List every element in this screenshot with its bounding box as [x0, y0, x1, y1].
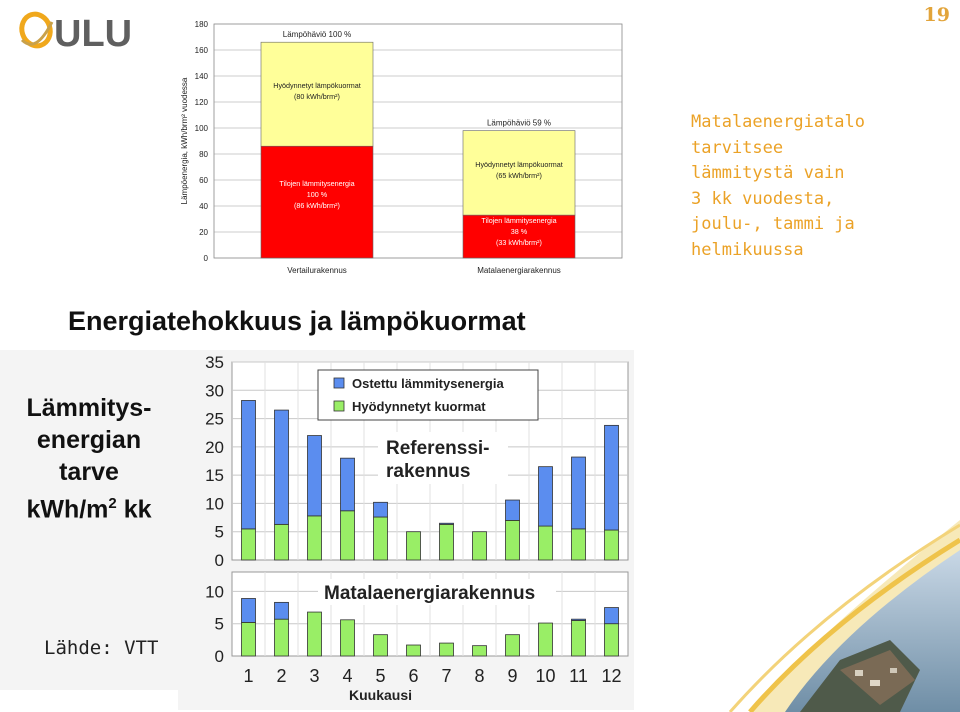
side-note-line: Matalaenergiatalo — [691, 112, 865, 132]
bar-segment — [308, 516, 322, 560]
bar-segment — [473, 532, 487, 560]
x-tick-label: 11 — [569, 666, 588, 686]
bar-segment — [374, 502, 388, 517]
side-note-line: lämmitystä vain — [691, 163, 845, 183]
bar-segment — [605, 530, 619, 560]
x-tick-label: 9 — [507, 666, 518, 686]
bar-segment — [275, 524, 289, 560]
y-tick-label: 40 — [199, 202, 208, 211]
page-number: 19 — [923, 4, 950, 26]
x-tick-label: 12 — [601, 666, 622, 686]
bar-segment — [440, 523, 454, 524]
monthly-chart-ylabel — [6, 392, 172, 525]
slide-title: Energiatehokkuus ja lämpökuormat — [68, 306, 526, 336]
x-tick-label: 1 — [243, 666, 254, 686]
bar-segment — [242, 400, 256, 528]
bar-segment — [572, 457, 586, 529]
y-tick-label: 60 — [199, 176, 208, 185]
aerial-photo-image — [690, 520, 960, 712]
y-tick-label: 25 — [205, 409, 224, 429]
bar-segment — [440, 643, 454, 656]
y-tick-label: 160 — [194, 46, 208, 55]
logo-text: ULU — [54, 13, 133, 52]
bar-segment — [506, 520, 520, 560]
x-tick-label: Matalaenergiarakennus — [477, 266, 561, 275]
side-note-line: 3 kk vuodesta, — [691, 188, 835, 209]
ylabel-line-2: energian — [36, 426, 142, 454]
bar-segment — [605, 624, 619, 656]
segment-label: (86 kWh/brm²) — [294, 201, 340, 211]
x-tick-label: 5 — [375, 666, 386, 686]
side-note-line: joulu-, tammi ja — [691, 214, 855, 234]
side-note — [691, 110, 941, 263]
panel-label: Referenssi- — [386, 438, 490, 459]
y-tick-label: 5 — [214, 522, 224, 542]
segment-label: (33 kWh/brm²) — [496, 238, 542, 248]
bar-segment — [605, 425, 619, 530]
x-tick-label: 2 — [276, 666, 287, 686]
y-tick-label: 5 — [214, 614, 224, 634]
bar-segment — [275, 410, 289, 524]
y-tick-label: 35 — [205, 353, 224, 372]
y-tick-label: 0 — [203, 254, 208, 263]
segment-label: Hyödynnetyt lämpökuormat — [475, 159, 563, 169]
bar-segment — [242, 529, 256, 560]
legend-swatch — [334, 401, 344, 411]
ylabel-unit-tail: kk — [116, 495, 152, 524]
x-tick-label: 7 — [441, 666, 452, 686]
oulu-logo — [14, 6, 144, 52]
bar-segment — [506, 500, 520, 520]
y-tick-label: 140 — [194, 72, 208, 81]
bar-segment — [407, 532, 421, 560]
bar-annotation: Lämpöhäviö 100 % — [282, 30, 352, 40]
bar-segment — [374, 517, 388, 560]
legend-label: Ostettu lämmitysenergia — [352, 376, 504, 391]
bar-segment — [539, 467, 553, 526]
panel-label: rakennus — [386, 461, 471, 482]
x-tick-label: Vertailurakennus — [287, 266, 347, 275]
bar-segment — [572, 620, 586, 656]
bar-segment — [275, 619, 289, 656]
x-tick-label: 8 — [474, 666, 485, 686]
bar-segment — [572, 619, 586, 620]
bar-segment — [341, 458, 355, 511]
bar-segment — [242, 598, 256, 622]
x-tick-label: 6 — [408, 666, 419, 686]
bar-segment — [539, 623, 553, 656]
side-note-line: tarvitsee — [691, 137, 784, 158]
y-tick-label: 0 — [214, 551, 224, 570]
ylabel-unit-sup: 2 — [108, 495, 117, 512]
segment-label: (65 kWh/brm²) — [496, 170, 542, 180]
monthly-energy-chart — [178, 350, 634, 710]
segment-label: Tilojen lämmitysenergia — [279, 179, 355, 189]
bar-segment — [506, 635, 520, 656]
bar-segment — [374, 635, 388, 656]
y-tick-label: 10 — [205, 494, 224, 514]
bar-segment — [341, 511, 355, 560]
segment-label: Tilojen lämmitysenergia — [481, 216, 557, 226]
segment-label: 38 % — [510, 227, 528, 237]
source-note: Lähde: VTT — [44, 637, 159, 659]
segment-label: Hyödynnetyt lämpökuormat — [273, 81, 361, 91]
ylabel-unit — [6, 488, 172, 525]
legend-label: Hyödynnetyt kuormat — [352, 399, 486, 414]
x-axis-title: Kuukausi — [348, 687, 413, 703]
bar-segment — [572, 529, 586, 560]
side-note-line: helmikuussa — [691, 239, 804, 260]
x-tick-label: 4 — [342, 666, 353, 686]
bar-segment — [605, 608, 619, 624]
y-tick-label: 15 — [205, 466, 224, 486]
y-tick-label: 30 — [205, 381, 224, 401]
segment-label: (80 kWh/brm²) — [294, 92, 340, 102]
legend-swatch — [334, 378, 344, 388]
segment-label: 100 % — [306, 190, 328, 200]
y-tick-label: 0 — [214, 647, 224, 666]
bar-segment — [539, 526, 553, 560]
y-tick-label: 100 — [194, 124, 208, 133]
panel-label: Matalaenergiarakennus — [324, 583, 536, 604]
y-tick-label: 10 — [205, 582, 224, 602]
bar-segment — [308, 436, 322, 516]
y-tick-label: 120 — [194, 98, 208, 107]
bar-segment — [473, 646, 487, 656]
ylabel-unit-main: kWh/m — [26, 495, 109, 524]
y-axis-title: Lämpöenergia, kWh/brm² vuodessa — [180, 77, 189, 205]
x-tick-label: 10 — [535, 666, 556, 686]
y-tick-label: 20 — [199, 228, 208, 237]
y-tick-label: 20 — [205, 437, 224, 457]
annual-energy-chart — [170, 14, 630, 290]
bar-segment — [275, 602, 289, 619]
bar-segment — [341, 620, 355, 656]
y-tick-label: 180 — [194, 20, 208, 29]
y-tick-label: 80 — [199, 150, 208, 159]
bar-segment — [308, 612, 322, 656]
bar-segment — [440, 524, 454, 560]
ylabel-line-3: tarve — [59, 458, 119, 486]
bar-segment — [407, 645, 421, 656]
bar-segment — [242, 622, 256, 656]
bar-annotation: Lämpöhäviö 59 % — [486, 118, 552, 128]
ylabel-line-1: Lämmitys- — [26, 394, 152, 422]
x-tick-label: 3 — [309, 666, 320, 686]
